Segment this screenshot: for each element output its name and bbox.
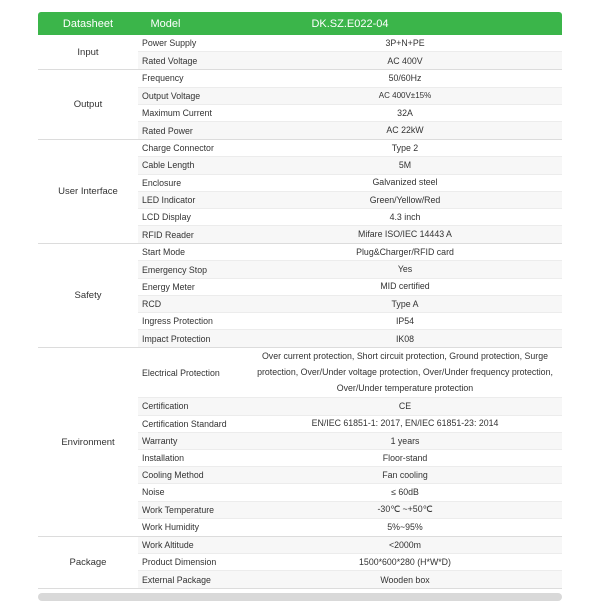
- group-label: User Interface: [38, 140, 138, 243]
- spec-name: External Package: [142, 574, 211, 585]
- spec-value: Galvanized steel: [372, 177, 438, 188]
- table-row: [138, 433, 562, 450]
- spec-name: Ingress Protection: [142, 316, 213, 327]
- spec-value: <2000m: [388, 539, 422, 550]
- spec-value: Over current protection, Short circuit protection, Ground protection, Surge protection, Over/Under voltage protection, Over/Under frequency protection, Over/Under temperature protection: [257, 351, 553, 393]
- spec-name: RFID Reader: [142, 229, 194, 240]
- spec-name: Start Mode: [142, 247, 186, 258]
- spec-name: Output Voltage: [142, 90, 201, 101]
- spec-value: ≤ 60dB: [391, 487, 419, 498]
- table-row: [138, 122, 562, 139]
- spec-value: 4.3 inch: [389, 211, 421, 222]
- table-row: [138, 519, 562, 536]
- header-datasheet-label: Datasheet: [62, 17, 114, 30]
- spec-value: AC 22kW: [386, 125, 424, 136]
- spec-name: Installation: [142, 453, 185, 464]
- spec-group: [38, 244, 562, 348]
- table-row: [138, 416, 562, 433]
- table-row: [138, 209, 562, 226]
- spec-name: Energy Meter: [142, 281, 195, 292]
- group-rows: [138, 348, 562, 536]
- spec-name: Frequency: [142, 73, 184, 84]
- spec-name: Cooling Method: [142, 470, 204, 481]
- group-rows: [138, 70, 562, 139]
- spec-value: -30℃ ~+50℃: [377, 504, 433, 515]
- spec-name: LCD Display: [142, 211, 191, 222]
- table-row: [138, 330, 562, 347]
- spec-table: [38, 12, 562, 601]
- spec-value: IP54: [395, 315, 415, 326]
- spec-value: 50/60Hz: [388, 73, 422, 84]
- spec-value: Plug&Charger/RFID card: [356, 247, 454, 258]
- group-label: Environment: [38, 348, 138, 536]
- spec-name: Enclosure: [142, 177, 182, 188]
- group-rows: [138, 244, 562, 347]
- table-row: [138, 52, 562, 69]
- spec-group: [38, 348, 562, 537]
- table-row: [138, 157, 562, 174]
- spec-name: Certification Standard: [142, 418, 227, 429]
- table-row: [138, 537, 562, 554]
- spec-name: Noise: [142, 487, 165, 498]
- group-rows: [138, 537, 562, 589]
- spec-name: Work Humidity: [142, 522, 200, 533]
- table-row: [138, 105, 562, 122]
- table-row: [138, 450, 562, 467]
- table-row: [138, 502, 562, 519]
- spec-name: Rated Voltage: [142, 55, 198, 66]
- spec-value: CE: [398, 401, 412, 412]
- spec-value: Floor-stand: [382, 452, 428, 463]
- spec-name: Product Dimension: [142, 557, 217, 568]
- spec-group: [38, 35, 562, 70]
- header-model-value: DK.SZ.E022-04: [311, 17, 389, 30]
- spec-value: EN/IEC 61851-1: 2017, EN/IEC 61851-23: 2014: [311, 418, 499, 429]
- spec-value: Green/Yellow/Red: [369, 194, 441, 205]
- spec-name: Emergency Stop: [142, 264, 208, 275]
- header-model-label: Model: [150, 17, 181, 30]
- spec-value: 1500*600*280 (H*W*D): [359, 556, 451, 567]
- spec-name: Work Temperature: [142, 504, 215, 515]
- spec-value: MID certified: [380, 281, 430, 292]
- group-label: Safety: [38, 244, 138, 347]
- spec-group: [38, 70, 562, 140]
- table-row: [138, 192, 562, 209]
- table-row: [138, 313, 562, 330]
- group-label: Input: [38, 35, 138, 69]
- group-label: Output: [38, 70, 138, 139]
- spec-value: Yes: [397, 264, 413, 275]
- spec-value: Wooden box: [380, 574, 430, 585]
- spec-name: Certification: [142, 401, 189, 412]
- spec-value: 3P+N+PE: [385, 37, 425, 48]
- spec-value: Type 2: [391, 142, 419, 153]
- group-rows: [138, 140, 562, 243]
- spec-name: Cable Length: [142, 160, 195, 171]
- table-row: [138, 175, 562, 192]
- spec-value: 1 years: [390, 435, 420, 446]
- table-row: [138, 484, 562, 501]
- spec-name: LED Indicator: [142, 194, 196, 205]
- spec-value: Mifare ISO/IEC 14443 A: [358, 229, 452, 240]
- table-row: [138, 348, 562, 398]
- table-body: [38, 35, 562, 589]
- table-row: [138, 35, 562, 52]
- table-row: [138, 70, 562, 87]
- spec-name: RCD: [142, 298, 162, 309]
- spec-name: Impact Protection: [142, 333, 211, 344]
- spec-name: Maximum Current: [142, 107, 212, 118]
- spec-name: Rated Power: [142, 125, 193, 136]
- table-row: [138, 279, 562, 296]
- spec-group: [38, 537, 562, 590]
- table-row: [138, 244, 562, 261]
- group-label: Package: [38, 537, 138, 589]
- group-rows: [138, 35, 562, 69]
- spec-value: 32A: [397, 107, 413, 118]
- table-row: [138, 296, 562, 313]
- spec-group: [38, 140, 562, 244]
- spec-name: Charge Connector: [142, 143, 214, 154]
- spec-value: AC 400V: [387, 55, 423, 66]
- spec-name: Warranty: [142, 435, 178, 446]
- spec-value: AC 400V±15%: [378, 91, 432, 101]
- table-row: [138, 140, 562, 157]
- spec-value: 5M: [398, 160, 412, 171]
- table-header: [38, 12, 562, 35]
- table-row: [138, 554, 562, 571]
- table-row: [138, 398, 562, 415]
- spec-value: Type A: [391, 298, 419, 309]
- spec-value: IK08: [395, 333, 415, 344]
- spec-value: Fan cooling: [382, 469, 428, 480]
- spec-name: Power Supply: [142, 38, 197, 49]
- table-row: [138, 88, 562, 105]
- table-row: [138, 226, 562, 243]
- table-row: [138, 261, 562, 278]
- spec-name: Electrical Protection: [142, 367, 220, 378]
- table-row: [138, 467, 562, 484]
- table-row: [138, 571, 562, 588]
- spec-name: Work Altitude: [142, 539, 194, 550]
- spec-value: 5%~95%: [387, 522, 423, 533]
